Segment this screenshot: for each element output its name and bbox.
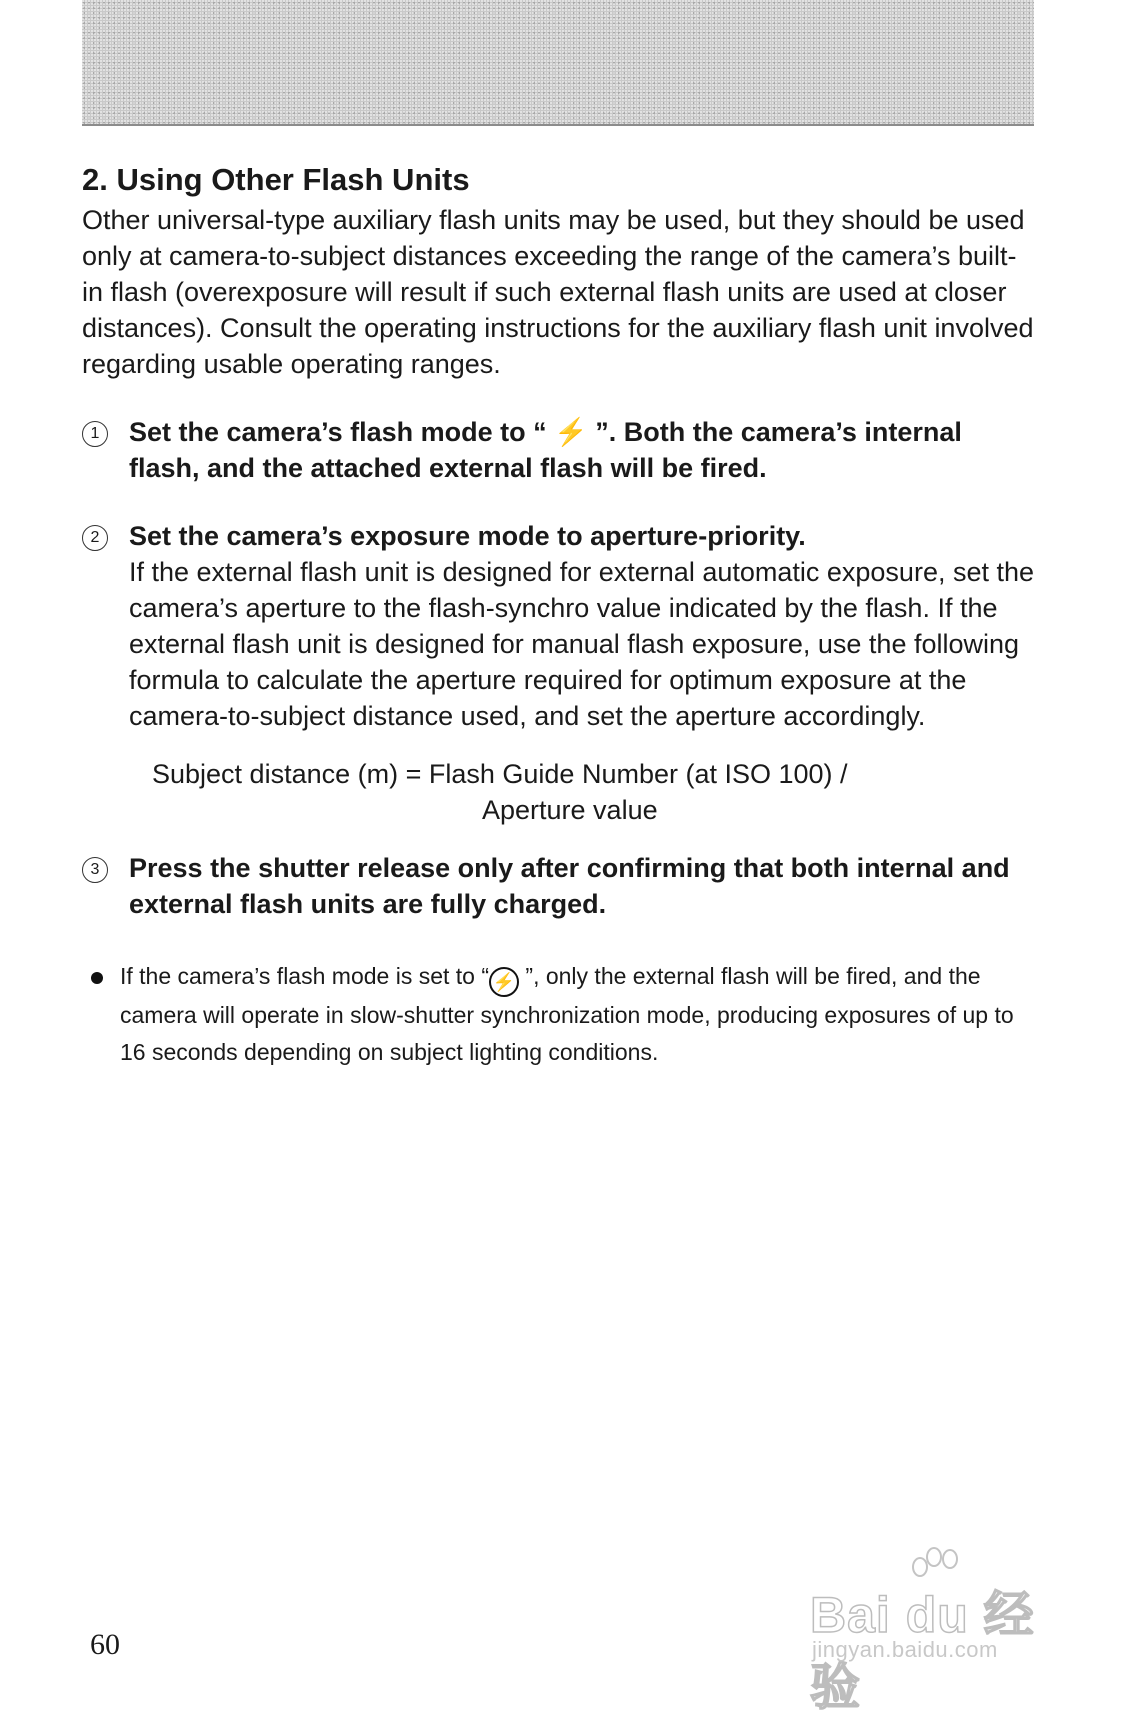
step-number: 1: [82, 421, 108, 447]
step-title: Set the camera’s flash mode to “ ⚡ ”. Both the camera’s internal flash, and the attached external flash will be fired.: [129, 417, 962, 483]
formula-line-1: Subject distance (m) = Flash Guide Number (at ISO 100) /: [152, 759, 848, 789]
bullet-icon: [91, 972, 103, 984]
watermark: [810, 1545, 1070, 1715]
page-content: [82, 160, 1034, 1071]
formula-line-2: Aperture value: [482, 795, 658, 825]
step-number: 3: [82, 857, 108, 883]
slow-sync-flash-icon: ⚡: [489, 967, 519, 997]
watermark-logo: Bai du 经验: [810, 1587, 1035, 1715]
note: If the camera’s flash mode is set to “ ⚡ ”, only the external flash will be fired, and the camera will operate in slow-shutter synchronization mode, producing exposures of up to 16 seconds depending on subject lighting conditions.: [82, 958, 1034, 1071]
step-1: [82, 414, 1034, 486]
step-3: [82, 850, 1034, 922]
header-band: [82, 0, 1034, 126]
step-body: If the external flash unit is designed for external automatic exposure, set the camera’s aperture to the flash-synchro value indicated by the flash. If the external flash unit is designed for manual flash exposure, use the following formula to calculate the aperture required for optimum exposure at the camera-to-subject distance used, and set the aperture accordingly.: [129, 557, 1035, 731]
intro-paragraph: Other universal-type auxiliary flash units may be used, but they should be used only at camera-to-subject distances exceeding the range of the camera’s built-in flash (overexposure will result if such external flash units are used at closer distances). Consult the operating instructions for the auxiliary flash unit involved regarding usable operating ranges.: [82, 205, 1034, 379]
step-number: 2: [82, 525, 108, 551]
formula: [152, 756, 1034, 828]
flash-icon: ⚡: [554, 417, 588, 447]
step-title: Press the shutter release only after confirming that both internal and external flash units are fully charged.: [129, 853, 1010, 919]
step-title: Set the camera’s exposure mode to aperture-priority.: [129, 521, 806, 551]
page-number: 60: [90, 1628, 120, 1661]
section-title: 2. Using Other Flash Units: [82, 162, 470, 197]
step-2: [82, 518, 1034, 734]
watermark-url: jingyan.baidu.com: [812, 1637, 998, 1662]
